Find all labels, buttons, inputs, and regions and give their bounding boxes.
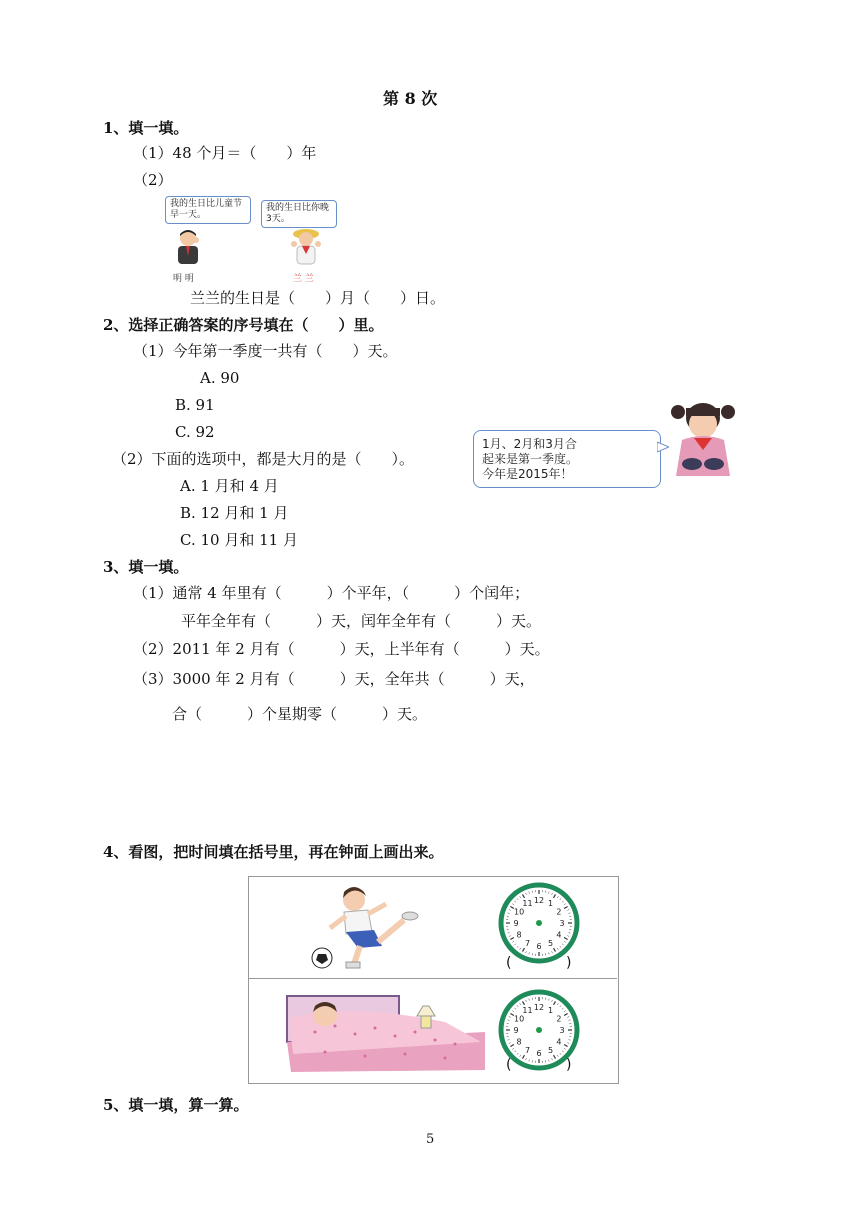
q2-item1-option-c: C. 92 <box>175 423 215 441</box>
girl-illustration <box>664 398 742 482</box>
q2-item2-option-a: A. 1 月和 4 月 <box>180 477 279 495</box>
clock-number: 7 <box>524 938 531 948</box>
clock-number: 6 <box>536 942 542 951</box>
clock-number: 1 <box>547 1006 554 1016</box>
clock-number: 11 <box>522 899 533 909</box>
clock-number: 4 <box>556 930 562 940</box>
page-title: 第 8 次 <box>383 89 438 108</box>
q3-heading: 3、填一填。 <box>103 558 189 576</box>
q2-item2-option-b: B. 12 月和 1 月 <box>180 504 289 522</box>
clock-center-dot <box>536 1027 542 1033</box>
time-answer-right-paren-1: ) <box>566 955 572 971</box>
mingming-name: 明 明 <box>173 274 194 284</box>
q2-item2-option-c: C. 10 月和 11 月 <box>180 531 298 549</box>
clock-number: 10 <box>513 1014 525 1024</box>
q1-heading: 1、填一填。 <box>103 119 189 137</box>
q4-heading: 4、看图，把时间填在括号里，再在钟面上画出来。 <box>103 843 444 861</box>
clock-face-1[interactable] <box>497 881 581 965</box>
q3-item1-line2: 平年全年有（ ）天，闰年全年有（ ）天。 <box>181 612 542 630</box>
q1-answer-line: 兰兰的生日是（ ）月（ ）日。 <box>190 289 446 307</box>
q3-item3-line2: 合（ ）个星期零（ ）天。 <box>172 705 428 723</box>
q5-heading: 5、填一填，算一算。 <box>103 1096 249 1114</box>
girl-speech-line-3: 今年是2015年！ <box>482 467 573 481</box>
q2-item1-option-a: A. 90 <box>200 369 240 387</box>
lanlan-speech-text: 我的生日比你晚3天。 <box>266 203 330 224</box>
boy-football-illustration <box>306 884 426 974</box>
q3-item2: （2）2011 年 2 月有（ ）天，上半年有（ ）天。 <box>133 640 550 658</box>
clock-number: 12 <box>533 896 545 905</box>
clock-number: 4 <box>556 1037 562 1047</box>
girl-speech-line-2: 起来是第一季度。 <box>482 452 579 466</box>
sleeping-child-illustration <box>285 992 490 1074</box>
clock-number: 7 <box>524 1045 531 1055</box>
girl-speech-bubble <box>473 430 661 488</box>
clock-number: 10 <box>513 907 525 917</box>
clock-center-dot <box>536 920 542 926</box>
q3-item3-line1: （3）3000 年 2 月有（ ）天，全年共（ ）天， <box>133 670 535 688</box>
mingming-illustration <box>166 226 210 270</box>
girl-speech-line-1: 1月、2月和3月合 <box>482 437 577 451</box>
mingming-speech-text: 我的生日比儿童节早一天。 <box>170 199 243 220</box>
clock-number: 12 <box>533 1003 545 1012</box>
clock-number: 6 <box>536 1049 542 1058</box>
lanlan-name: 兰 兰 <box>293 274 314 284</box>
q2-item2: （2）下面的选项中，都是大月的是（ ）。 <box>112 450 415 468</box>
q1-item2-label: （2） <box>133 171 173 189</box>
time-answer-left-paren-2: ( <box>506 1057 512 1073</box>
q3-item1-line1: （1）通常 4 年里有（ ）个平年，（ ）个闰年； <box>133 584 530 602</box>
q4-figure-divider <box>248 978 617 979</box>
page-number: 5 <box>426 1132 435 1147</box>
clock-number: 3 <box>559 919 565 928</box>
clock-number: 8 <box>516 930 522 940</box>
clock-number: 5 <box>547 938 554 948</box>
q2-item1-option-b: B. 91 <box>175 396 215 414</box>
clock-number: 9 <box>513 1026 519 1035</box>
clock-number: 5 <box>547 1045 554 1055</box>
lanlan-illustration <box>284 226 328 270</box>
clock-number: 9 <box>513 919 519 928</box>
clock-number: 11 <box>522 1006 533 1016</box>
q1-item1: （1）48 个月＝（ ）年 <box>133 144 317 162</box>
clock-number: 2 <box>556 907 562 917</box>
time-answer-right-paren-2: ) <box>566 1057 572 1073</box>
clock-number: 2 <box>556 1014 562 1024</box>
q2-heading: 2、选择正确答案的序号填在（ ）里。 <box>103 316 384 334</box>
clock-number: 1 <box>547 899 554 909</box>
clock-number: 3 <box>559 1026 565 1035</box>
lanlan-speech-bubble <box>261 200 337 228</box>
mingming-speech-bubble <box>165 196 251 224</box>
q2-item1: （1）今年第一季度一共有（ ）天。 <box>133 342 398 360</box>
clock-number: 8 <box>516 1037 522 1047</box>
time-answer-left-paren-1: ( <box>506 955 512 971</box>
